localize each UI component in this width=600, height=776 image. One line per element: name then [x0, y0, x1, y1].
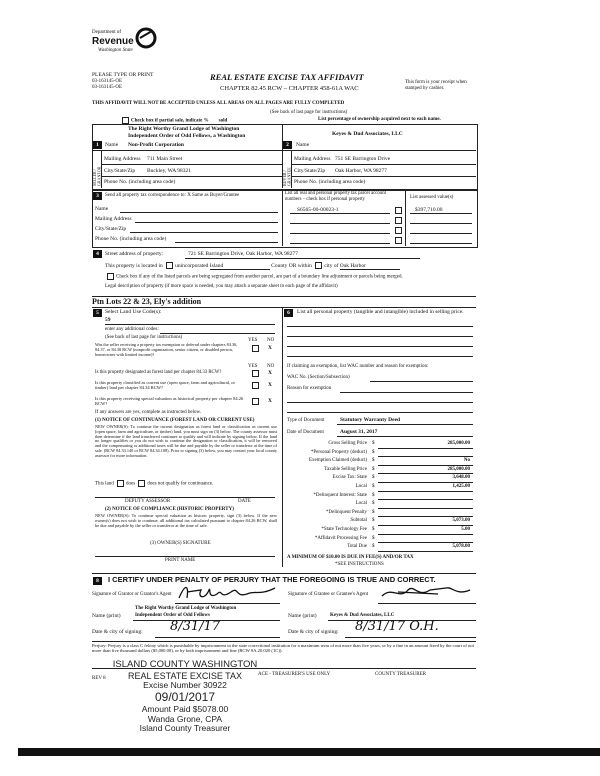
- grantee-name[interactable]: Keyes & Dud Associates, LLC: [330, 613, 395, 618]
- assessed-header: List assessed value(s): [410, 195, 454, 200]
- s3-phone-label: Phone No. (including area code): [95, 236, 167, 242]
- q3-yes-checkbox[interactable]: [250, 382, 261, 390]
- does-not-label: does not qualify for continuance.: [147, 481, 214, 487]
- grantor-date[interactable]: 8/31/17: [170, 619, 221, 634]
- stamp-line2: REAL ESTATE EXCISE TAX: [127, 670, 243, 681]
- form-title: REAL ESTATE EXCISE TAX AFFIDAVIT: [210, 72, 364, 82]
- fee-value[interactable]: 5,078.00: [452, 544, 470, 550]
- fee-underline: [378, 542, 473, 543]
- fee-currency: $: [372, 466, 375, 472]
- fee-underline: [378, 508, 473, 509]
- minimum-due-note: A MINIMUM OF $10.00 IS DUE IN FEE(S) AND/OR TAX: [287, 555, 414, 560]
- grantor-name-print-label: Name (print): [92, 613, 121, 619]
- ace-label: ACE - TREASURER'S USE ONLY: [258, 672, 331, 677]
- rev-label: REV 8: [92, 676, 106, 681]
- grantee-name-print-label: Name (print): [288, 613, 317, 619]
- seller-city[interactable]: Buckley, WA 98321: [147, 168, 191, 174]
- fee-underline: [378, 456, 473, 457]
- grantor-org: The Right Worthy Grand Lodge of Washington: [135, 606, 237, 611]
- doc-type[interactable]: Statutory Warranty Deed: [340, 417, 401, 423]
- wac-note: If claiming an exemption, list WAC number and reason for exemption:: [287, 364, 429, 369]
- parcel-number[interactable]: S6565-00-00023-1: [297, 207, 339, 213]
- warning-text: THIS AFFIDAVIT WILL NOT BE ACCEPTED UNLESS ALL AREAS ON ALL PAGES ARE FULLY COMPLETED: [92, 101, 345, 106]
- q2-forest: Is this property designated as forest land per chapter 84.33 RCW?: [95, 370, 222, 375]
- q4-historic: Is this property receiving special valuation as historical property per chapter 84.26 RCW?: [95, 396, 244, 407]
- buyer-org: Keyes & Dud Associates, LLC: [332, 131, 403, 137]
- fee-currency: $: [372, 475, 375, 481]
- s3-city-label: City/State/Zip: [95, 226, 127, 232]
- fee-value[interactable]: No: [463, 458, 470, 464]
- land-label: This land: [95, 481, 114, 487]
- section-8-number: 8: [93, 577, 102, 585]
- fee-currency: $: [372, 458, 375, 464]
- agency-line1: Department of: [92, 30, 122, 35]
- reason-label: Reason for exemption: [287, 386, 332, 391]
- q-intro: If any answers are yes, complete as instructed below.: [95, 410, 202, 415]
- doc-date[interactable]: August 31, 2017: [340, 429, 378, 435]
- stamp-title: Island County Treasurer: [139, 723, 231, 734]
- location-row: [105, 262, 400, 270]
- fee-label: *Personal Property (deduct): [310, 449, 367, 455]
- fee-underline: [378, 448, 473, 449]
- fee-label: *State Technology Fee: [321, 527, 367, 532]
- deputy-assessor-label: DEPUTY ASSESSOR: [125, 499, 171, 504]
- q4-no-mark: X: [268, 398, 272, 404]
- street-address-label: Street address of property:: [105, 251, 164, 257]
- parcel-header: List all real and personal property tax parcel account numbers – check box if personal property: [285, 191, 386, 202]
- q3-current-use: Is this property classified as current use (open space, farm and agricultural, or timber) land per chapter 84.34 RCW?: [95, 380, 235, 391]
- see-instructions-note: *SEE INSTRUCTIONS: [335, 562, 384, 567]
- fee-underline: [378, 499, 473, 500]
- unincorp-label: unincorporated: [175, 262, 209, 269]
- q1-yes-checkbox[interactable]: [250, 345, 261, 353]
- fee-label: *Delinquent Penalty: [326, 509, 367, 515]
- fee-label: Local: [355, 484, 367, 489]
- street-address[interactable]: 721 SE Barrington Drive, Oak Harbor, WA 98277: [188, 251, 298, 257]
- does-not-checkbox[interactable]: [138, 480, 145, 487]
- seller-org-2: Independent Order of Odd Fellows, a Washington: [128, 133, 246, 139]
- seller-org-1: The Right Worthy Grand Lodge of Washington: [128, 126, 240, 132]
- does-checkbox[interactable]: [117, 480, 124, 487]
- seller-addr[interactable]: 711 Main Street: [147, 156, 183, 162]
- personal-property-label: List all personal property (tangible and intangible) included in selling price.: [297, 309, 464, 315]
- fee-label: Total Due: [347, 544, 367, 550]
- parcel-checkbox-4[interactable]: [393, 237, 404, 245]
- fee-label: Taxable Selling Price: [324, 466, 367, 472]
- yes-header-1: YES: [248, 338, 258, 343]
- print-note: PLEASE TYPE OR PRINT: [92, 72, 154, 78]
- section-6-number: 6: [284, 309, 293, 317]
- fee-value[interactable]: 285,000.00: [447, 466, 470, 472]
- s3-addr-label: Mailing Address: [95, 216, 132, 222]
- q2-no-mark: X: [268, 370, 272, 376]
- parcel-checkbox-3[interactable]: [393, 227, 404, 235]
- fee-underline: [378, 491, 473, 492]
- fee-underline: [378, 534, 473, 535]
- fee-value[interactable]: 285,000.00: [447, 441, 470, 446]
- buyer-side-label: BUYER / GRANTEE: [282, 167, 292, 186]
- stamp-line1: ISLAND COUNTY WASHINGTON: [112, 659, 258, 670]
- q1-no-mark: X: [268, 345, 272, 351]
- fee-value[interactable]: 5,073.00: [452, 518, 470, 524]
- does-label: does: [126, 481, 136, 487]
- grantor-name[interactable]: Independent Order of Odd Fellows: [135, 613, 210, 618]
- legal-description-label: Legal description of property (if more space is needed, you may attach a separate sheet to each page of the affidavit): [105, 284, 338, 289]
- seller-city-label: City/State/Zip: [104, 168, 136, 174]
- notice-continuance-heading: (1) NOTICE OF CONTINUANCE (FOREST LAND OR CURRENT USE): [95, 418, 255, 423]
- fee-currency: $: [372, 449, 375, 455]
- buyer-phone-label: Phone No. (including area code): [294, 179, 366, 185]
- legal-description[interactable]: Ptn Lots 22 & 23, Ely's addition: [92, 297, 202, 306]
- sold-label: sold: [218, 118, 228, 124]
- fee-underline: [378, 551, 473, 552]
- city-label: city of: [324, 262, 339, 269]
- fee-underline: [378, 465, 473, 466]
- fee-label: *Affidavit Processing Fee: [314, 535, 367, 541]
- land-use-label: Select Land Use Code(s):: [105, 309, 162, 315]
- wac-label: WAC No. (Section/Subsection): [287, 375, 350, 380]
- fee-underline: [378, 525, 473, 526]
- revenue-logo: [92, 26, 162, 60]
- section-3-label: Send all property tax correspondence to: X Same as Buyer/Grantee: [105, 193, 240, 198]
- no-header-1: NO: [267, 338, 275, 343]
- grantor-signature: [175, 582, 280, 604]
- segregation-note: Check box if any of the listed parcels are being segregated from another parcel, are part of a boundary line adjustment or parcels being merged.: [116, 274, 403, 280]
- grantor-sig-label: Signature of Grantor or Grantor's Agent: [92, 592, 172, 597]
- fee-value[interactable]: 5.00: [461, 527, 470, 532]
- fee-currency: $: [372, 441, 375, 446]
- ownership-note: List percentage of ownership acquired next to each name.: [318, 117, 441, 122]
- section-5-number: 5: [93, 309, 102, 317]
- seller-phone-label: Phone No. (including area code): [104, 179, 176, 185]
- fee-label: Exemption Claimed (deduct): [308, 458, 367, 464]
- certify-statement: I CERTIFY UNDER PENALTY OF PERJURY THAT THE FOREGOING IS TRUE AND CORRECT.: [108, 575, 436, 584]
- s3-name-label: Name: [95, 206, 109, 212]
- q1-exemption: Was the seller receiving a property tax exemption or deferral under chapters 84.36, 84.37, or 84.38 RCW (nonprofit organization, senior citizen, or disabled person, homeowner with limited income)?: [95, 342, 238, 357]
- city-value[interactable]: Oak Harbor: [340, 263, 400, 270]
- seller-name-label: Name: [105, 142, 119, 148]
- section-3-number: 3: [93, 192, 102, 200]
- doc-date-label: Date of Document: [287, 430, 324, 435]
- buyer-city-label: City/State/Zip: [294, 168, 326, 174]
- fee-underline: [378, 516, 473, 517]
- s5-see-back: (See back of last page for instructions): [105, 335, 183, 340]
- land-use-code[interactable]: 59: [105, 317, 111, 323]
- fee-underline: [378, 482, 473, 483]
- q2-yes-checkbox[interactable]: [250, 370, 261, 378]
- q3-no-mark: X: [268, 382, 272, 388]
- seller-name[interactable]: Non-Profit Corporation: [128, 142, 184, 148]
- county-treasurer-label: COUNTY TREASURER: [375, 672, 426, 677]
- buyer-name-label: Name: [296, 142, 310, 148]
- fee-currency: $: [372, 527, 375, 532]
- assessor-date-label: DATE: [238, 499, 251, 504]
- segregation-checkbox[interactable]: [107, 273, 114, 280]
- form-chapter: CHAPTER 82.45 RCW – CHAPTER 458-61A WAC: [220, 85, 359, 92]
- agency-name: Revenue: [92, 36, 134, 47]
- receipt-note: This form is your receipt when stamped by cashier.: [405, 80, 467, 91]
- located-label: This property is located in: [105, 262, 163, 269]
- section-4-number: 4: [93, 250, 102, 258]
- fee-currency: $: [372, 484, 375, 489]
- seller-addr-label: Mailing Address: [104, 156, 141, 162]
- partial-sale-checkbox[interactable]: [122, 117, 129, 124]
- doc-type-label: Type of Document: [287, 418, 325, 423]
- partial-sale-label: Check box if partial sale, indicate %: [131, 118, 209, 124]
- buyer-addr-label: Mailing Address: [294, 156, 331, 162]
- treasurer-stamp: [100, 660, 270, 734]
- fee-currency: $: [372, 492, 375, 498]
- owner-signature-label: (3) OWNER(S) SIGNATURE: [150, 541, 211, 546]
- section-2-number: 2: [283, 141, 292, 149]
- fee-currency: $: [372, 509, 375, 515]
- county-label: County OR within: [271, 262, 312, 269]
- parcel-checkbox-1[interactable]: [393, 207, 404, 215]
- fee-label: Gross Selling Price: [328, 441, 367, 446]
- stamp-amount: Amount Paid $5078.00: [141, 703, 229, 714]
- fee-currency: $: [372, 501, 375, 507]
- segregation-row: [105, 273, 403, 280]
- print-name-label: PRINT NAME: [165, 558, 196, 563]
- form-code-2: 03-163145-OE: [92, 85, 122, 90]
- fee-label: Excise Tax: State: [332, 475, 367, 481]
- fee-label: Subtotal: [350, 518, 367, 524]
- perjury-notice: Perjury: Perjury is a class C felony which is punishable by imprisonment in the state correctional institution for a maximum term of not more than five years, or by a fine in an amount fixed by the court of not more than five thousand dollars ($5,000.00), or by both imprisonment and fine (RCW 9A.20.020 (1C)).: [92, 643, 474, 654]
- see-back-note: (See back of last page for instructions): [270, 110, 348, 115]
- stamp-signer: Wanda Grone, CPA: [147, 713, 223, 724]
- stamp-excise-number: Excise Number 30922: [143, 680, 227, 691]
- bottom-scan-border: [18, 748, 600, 756]
- no-header-2: NO: [267, 364, 275, 369]
- fee-currency: $: [372, 535, 375, 541]
- q4-yes-checkbox[interactable]: [250, 398, 261, 406]
- section-1-number: 1: [93, 141, 102, 149]
- yes-header-2: YES: [248, 364, 258, 369]
- stamp-date: 09/01/2017: [154, 690, 216, 705]
- parcel-checkbox-2[interactable]: [393, 217, 404, 225]
- fee-label: Local: [355, 501, 367, 507]
- agency-state: Washington State: [98, 48, 133, 53]
- seller-side-label: SELLER / GRANTOR: [92, 166, 102, 186]
- county-value[interactable]: Island: [210, 263, 270, 270]
- fee-value[interactable]: 1,425.00: [452, 484, 470, 489]
- grantee-signature: [378, 582, 476, 604]
- grantee-sig-label: Signature of Grantee or Grantee's Agent: [288, 592, 369, 597]
- notice-compliance-heading: (2) NOTICE OF COMPLIANCE (HISTORIC PROPERTY): [105, 507, 234, 512]
- land-qualify-row: [95, 480, 213, 487]
- buyer-city[interactable]: Oak Harbor, WA 98277: [335, 168, 387, 174]
- fee-currency: $: [372, 544, 375, 550]
- form-code-1: 03-163145-OE: [92, 79, 122, 84]
- fee-underline: [378, 473, 473, 474]
- fee-value[interactable]: 3,648.00: [452, 475, 470, 481]
- grantor-date-label: Date & city of signing:: [92, 629, 143, 635]
- city-checkbox[interactable]: [315, 262, 322, 269]
- fee-currency: $: [372, 518, 375, 524]
- buyer-addr[interactable]: 751 SE Barrington Drive: [335, 156, 391, 162]
- unincorporated-checkbox[interactable]: [166, 262, 173, 269]
- notice-continuance-text: NEW OWNER(S): To continue the current designation as forest land or classification as current use (open space, farm and agriculture, or timber) land, you must sign on (3) below. The county assessor must then determine if the land transferred continues to qualify and will indicate by signing below. If the land no longer qualifies or you do not wish to continue the designation or classification, it will be removed and the compensating or additional taxes will be due and payable by the seller or transferor at the time of sale. (RCW 84.33.140 or RCW 84.34.108). Prior to signing (3) below, you may contact your local county assessor for more information.: [95, 424, 277, 458]
- assessed-value[interactable]: $397,710.00: [415, 207, 443, 213]
- additional-codes-label: enter any additional codes:: [105, 327, 159, 332]
- grantee-date-label: Date & city of signing:: [288, 629, 339, 635]
- fee-label: *Delinquent Interest: State: [313, 492, 367, 498]
- grantee-date[interactable]: 8/31/17 O.H.: [355, 619, 439, 634]
- notice-compliance-text: NEW OWNER(S): To continue special valuation as historic property, sign (3) below. If the new owner(s) does not wish to continue, all additional tax calculated pursuant to chapter 84.26 RCW, shall be due and payable by the seller or transferor at the time of sale.: [95, 513, 277, 528]
